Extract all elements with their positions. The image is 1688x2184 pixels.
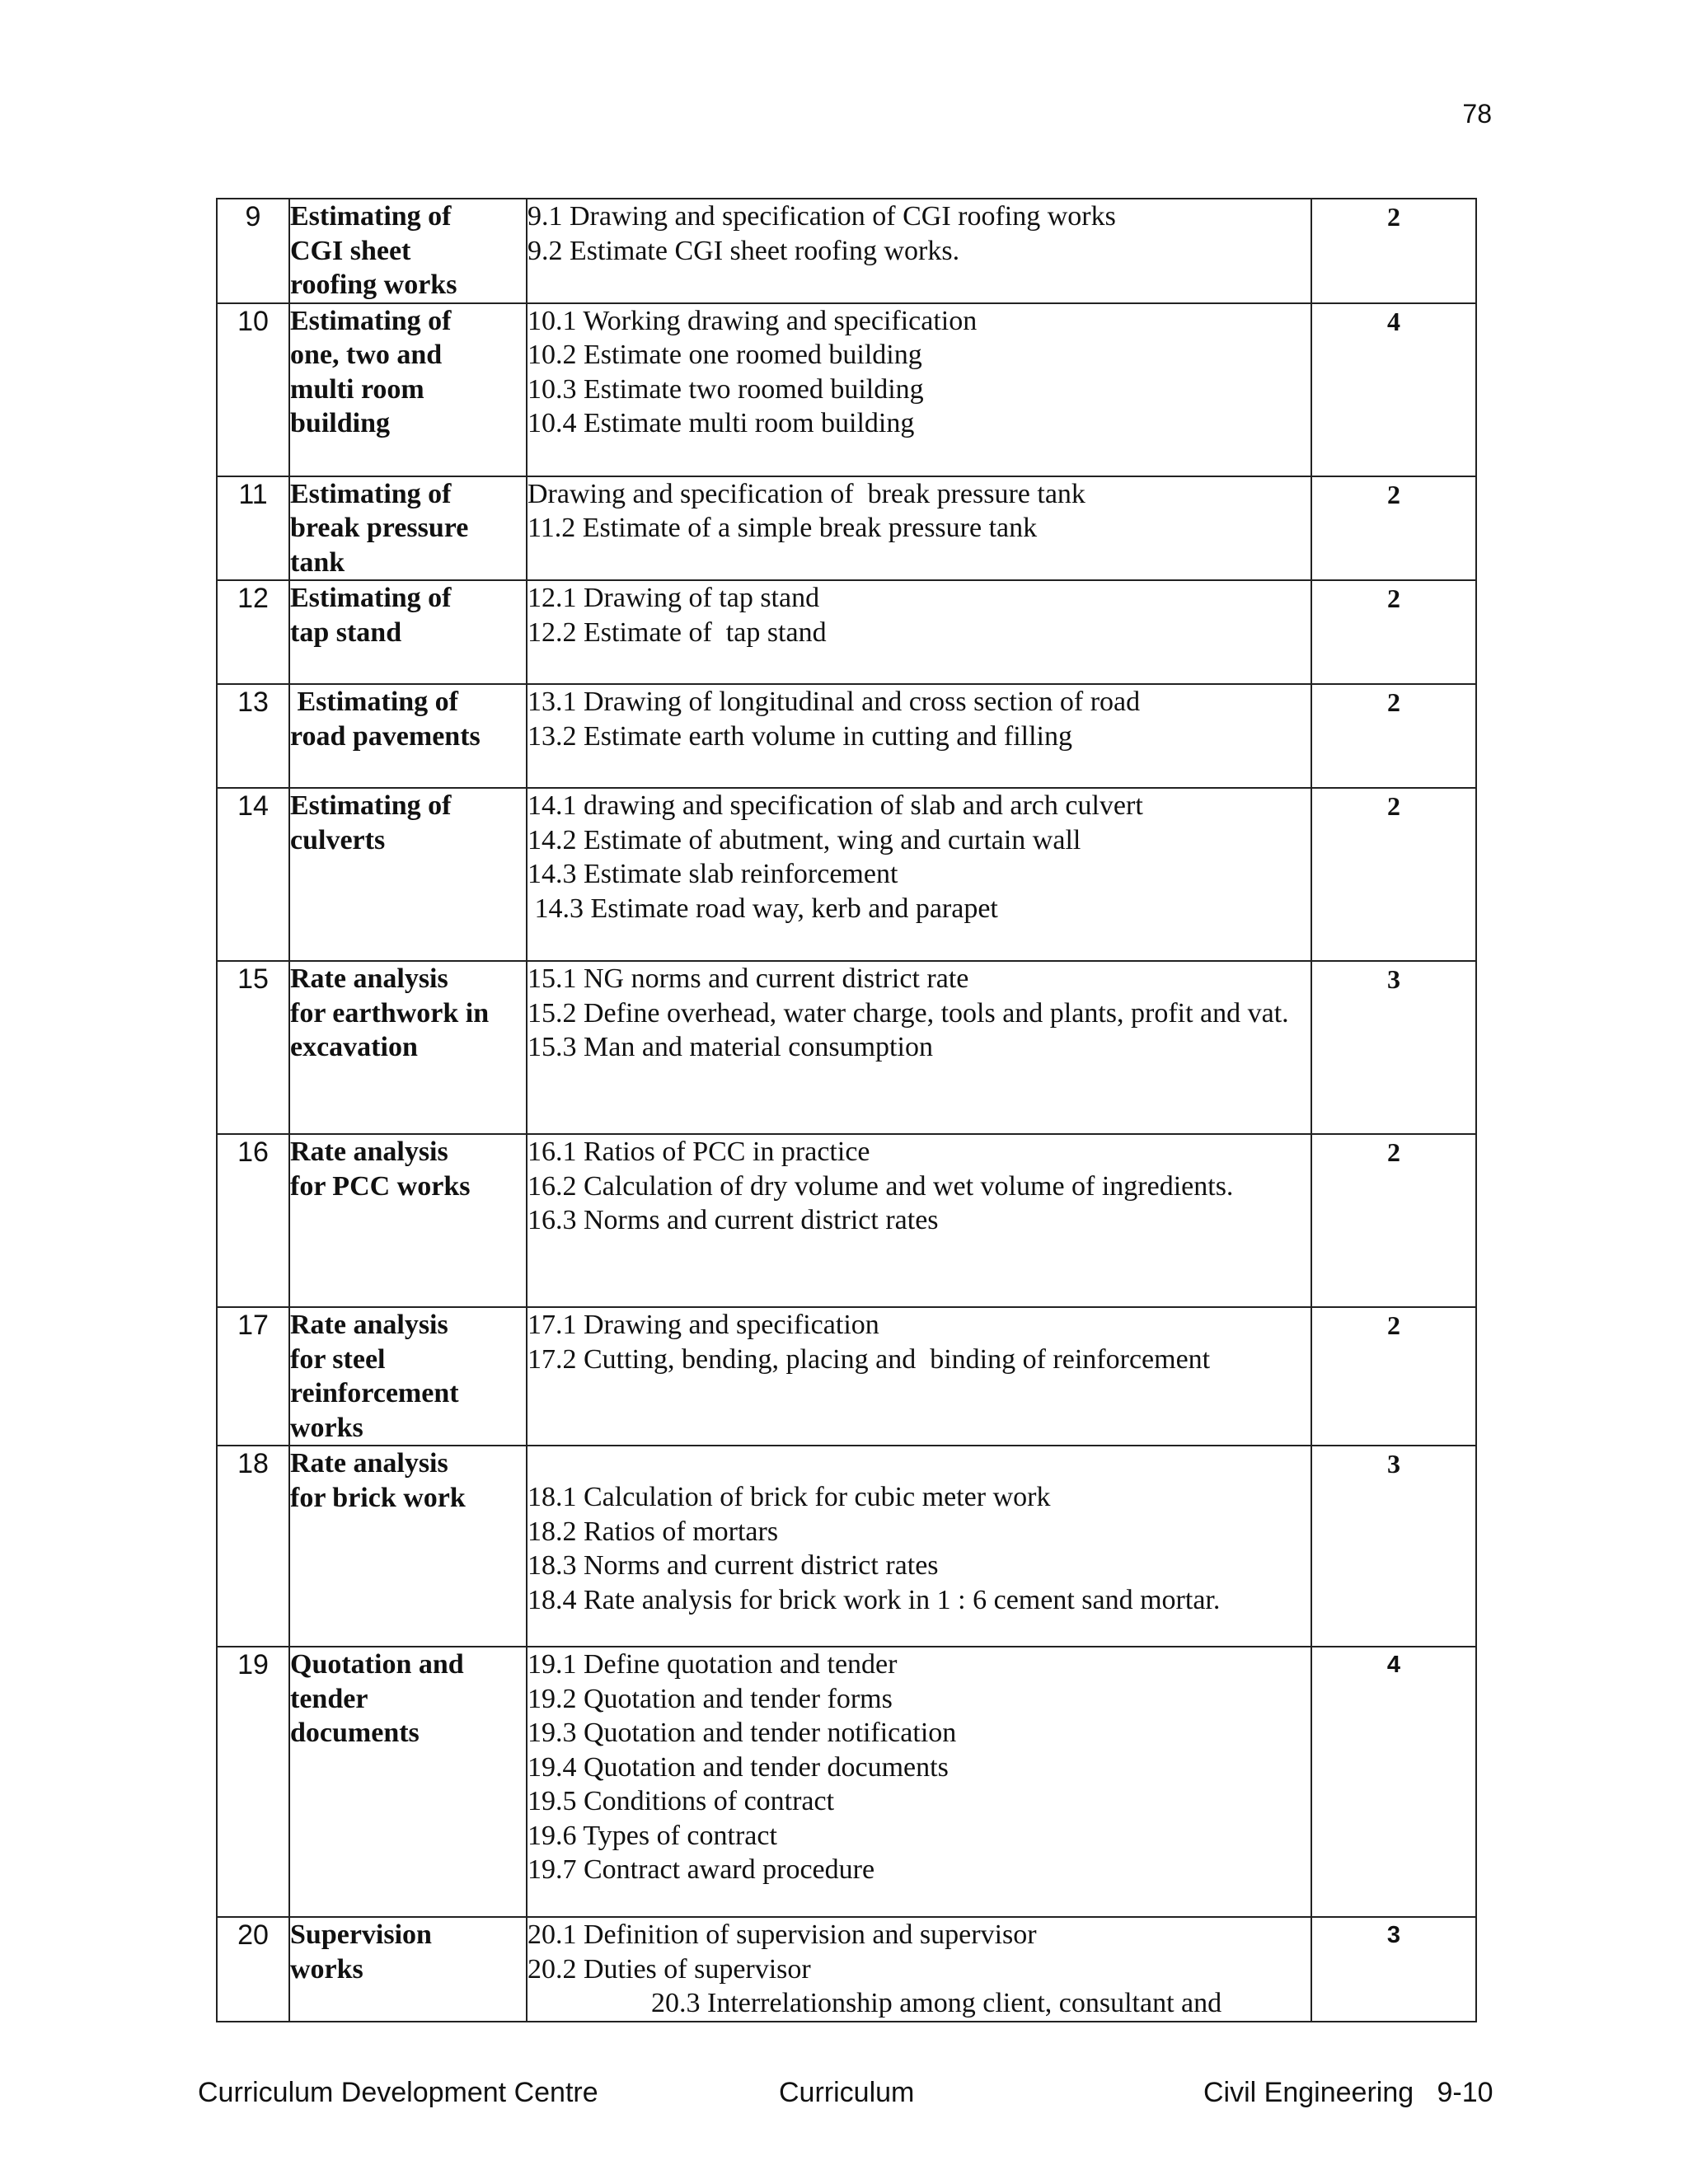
row-number: 11 [217,476,289,581]
row-number: 14 [217,788,289,961]
unit-hours: 3 [1311,1446,1476,1647]
row-number: 19 [217,1647,289,1917]
table-row-17 [217,1307,1476,1446]
table-row-13 [217,684,1476,788]
unit-title: Estimating of road pavements [289,684,527,788]
unit-title: Estimating of CGI sheet roofing works [289,199,527,303]
table-row-16 [217,1134,1476,1307]
unit-title: Quotation and tender documents [289,1647,527,1917]
page-number: 78 [1462,99,1492,129]
unit-content: 15.1 NG norms and current district rate 15.2 Define overhead, water charge, tools and plants, profit and vat. 15.3 Man and material consumption [527,961,1311,1134]
row-number: 12 [217,580,289,684]
table-row-10 [217,303,1476,476]
table-row-12 [217,580,1476,684]
table-row-18 [217,1446,1476,1647]
curriculum-table [216,198,1477,2022]
table-row-14 [217,788,1476,961]
unit-hours: 2 [1311,788,1476,961]
unit-hours: 2 [1311,580,1476,684]
unit-content: 20.1 Definition of supervision and supervisor 20.2 Duties of supervisor 20.3 Interrelationship among client, consultant and [527,1917,1311,2022]
row-number: 16 [217,1134,289,1307]
unit-title: Rate analysis for steel reinforcement works [289,1307,527,1446]
unit-content: 17.1 Drawing and specification 17.2 Cutting, bending, placing and binding of reinforcement [527,1307,1311,1446]
unit-hours: 2 [1311,1307,1476,1446]
unit-title: Estimating of tap stand [289,580,527,684]
unit-content: 19.1 Define quotation and tender 19.2 Quotation and tender forms 19.3 Quotation and tender notification 19.4 Quotation and tender documents 19.5 Conditions of contract 19.6 Types of contract 19.7 Contract award procedure [527,1647,1311,1917]
unit-content: 10.1 Working drawing and specification 10.2 Estimate one roomed building 10.3 Estimate two roomed building 10.4 Estimate multi room building [527,303,1311,476]
unit-content: 9.1 Drawing and specification of CGI roofing works 9.2 Estimate CGI sheet roofing works. [527,199,1311,303]
unit-content: 16.1 Ratios of PCC in practice 16.2 Calculation of dry volume and wet volume of ingredients. 16.3 Norms and current district rates [527,1134,1311,1307]
unit-hours: 3 [1311,1917,1476,2022]
unit-title: Estimating of one, two and multi room building [289,303,527,476]
unit-hours: 2 [1311,199,1476,303]
row-number: 10 [217,303,289,476]
unit-title: Estimating of culverts [289,788,527,961]
unit-hours: 3 [1311,961,1476,1134]
footer-right: Civil Engineering 9-10 [1203,2077,1493,2108]
unit-content: 14.1 drawing and specification of slab and arch culvert 14.2 Estimate of abutment, wing and curtain wall 14.3 Estimate slab reinforcement 14.3 Estimate road way, kerb and parapet [527,788,1311,961]
unit-hours: 2 [1311,1134,1476,1307]
table-row-15 [217,961,1476,1134]
footer-left: Curriculum Development Centre [198,2077,598,2108]
unit-content: 12.1 Drawing of tap stand 12.2 Estimate of tap stand [527,580,1311,684]
row-number: 20 [217,1917,289,2022]
unit-content: 18.1 Calculation of brick for cubic meter work 18.2 Ratios of mortars 18.3 Norms and current district rates 18.4 Rate analysis for brick work in 1 : 6 cement sand mortar. [527,1446,1311,1647]
table-row-11 [217,476,1476,581]
table-row-9 [217,199,1476,303]
table-row-20 [217,1917,1476,2022]
unit-title: Estimating of break pressure tank [289,476,527,581]
unit-hours: 2 [1311,684,1476,788]
unit-title: Rate analysis for brick work [289,1446,527,1647]
row-number: 15 [217,961,289,1134]
unit-hours: 4 [1311,303,1476,476]
unit-title: Rate analysis for PCC works [289,1134,527,1307]
row-number: 18 [217,1446,289,1647]
unit-hours: 4 [1311,1647,1476,1917]
row-number: 9 [217,199,289,303]
row-number: 17 [217,1307,289,1446]
unit-title: Rate analysis for earthwork in excavation [289,961,527,1134]
unit-content: 13.1 Drawing of longitudinal and cross section of road 13.2 Estimate earth volume in cutting and filling [527,684,1311,788]
row-number: 13 [217,684,289,788]
unit-hours: 2 [1311,476,1476,581]
unit-title: Supervision works [289,1917,527,2022]
footer-center: Curriculum [779,2077,915,2108]
unit-content: Drawing and specification of break pressure tank 11.2 Estimate of a simple break pressure tank [527,476,1311,581]
table-row-19 [217,1647,1476,1917]
